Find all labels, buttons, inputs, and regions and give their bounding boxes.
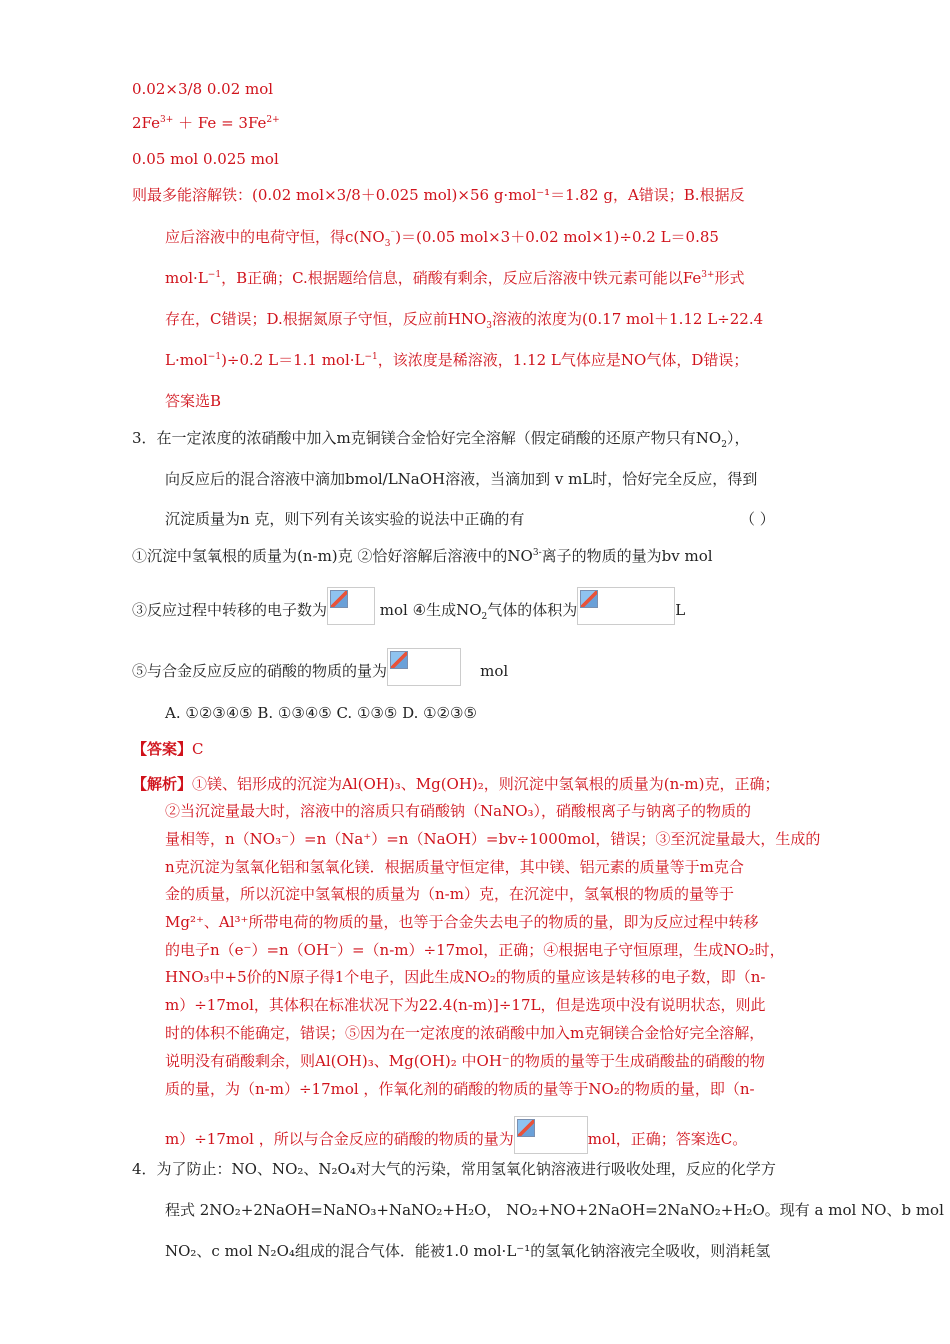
explanation-line-3: $mol\cdot L^{-1}$，B正确；C.根据题给信息，硝酸有剩余，反应后溶液中铁元素可能以$Fe^{3+}$形式	[165, 269, 745, 287]
analysis-line-10: 时的体积不能确定，错误；⑤因为在一定浓度的浓硝酸中加入m克铜镁合金恰好完全溶解，	[165, 1024, 765, 1042]
analysis-line-4: n克沉淀为氢氧化铝和氢氧化镁．根据质量守恒定律，其中镁、铝元素的质量等于m克合	[165, 858, 744, 876]
q3-stem-2: 向反应后的混合溶液中滴加bmol/LNaOH溶液，当滴加到 v mL时，恰好完全反应，得到	[165, 470, 758, 488]
q4-stem-2: 程式 2NO₂+2NaOH=NaNO₃+NaNO₂+H₂O， NO₂+NO+2NaOH=2NaNO₂+H₂O。现有 a mol NO、b mol	[165, 1201, 944, 1219]
analysis-line-5: 金的质量，所以沉淀中氢氧根的质量为（n-m）克，在沉淀中，氢氧根的物质的量等于	[165, 885, 734, 903]
analysis-line-7: 的电子n（e⁻）=n（OH⁻）=（n-m）÷17mol，正确；④根据电子守恒原理，生成NO₂时，	[165, 941, 785, 959]
q3-option-5: ⑤与合金反应反应的硝酸的物质的量为 mol	[132, 648, 508, 686]
analysis-line-11: 说明没有硝酸剩余，则Al(OH)₃、Mg(OH)₂ 中OH⁻的物质的量等于生成硝酸盐的硝酸的物	[165, 1052, 765, 1070]
answer-line: 答案选B	[165, 392, 222, 410]
analysis-line-1: 【解析】①镁、铝形成的沉淀为Al(OH)₃、Mg(OH)₂，则沉淀中氢氧根的质量为(n-m)克，正确；	[132, 775, 780, 793]
broken-image-icon	[580, 590, 598, 608]
formula-image	[577, 587, 675, 625]
q3-option-3-4: ③反应过程中转移的电子数为 mol ④生成$NO_2$气体的体积为 L	[132, 587, 685, 625]
answer-parentheses: （ ）	[740, 510, 775, 528]
analysis-line-12: 质的量，为（n-m）÷17mol ，作氧化剂的硝酸的物质的量等于NO₂的物质的量，即（n-	[165, 1080, 755, 1098]
calc-line-3: 0.05 mol 0.025 mol	[132, 150, 279, 168]
explanation-line-1: 则最多能溶解铁：(0.02 mol×3/8＋0.025 mol)×56 g·mol⁻¹＝1.82 g，A错误；B.根据反	[132, 186, 745, 204]
q3-option-1-2: ①沉淀中氢氧根的质量为(n-m)克 ②恰好溶解后溶液中的$NO^{3-}$离子的物质的量为bv mol	[132, 547, 713, 565]
broken-image-icon	[517, 1119, 535, 1137]
calc-line-1: 0.02×3/8 0.02 mol	[132, 80, 274, 98]
analysis-line-3: 量相等，n（NO₃⁻）=n（Na⁺）=n（NaOH）=bv÷1000mol，错误；③至沉淀量最大，生成的	[165, 830, 821, 848]
q4-stem-1: 4．为了防止：NO、NO₂、N₂O₄对大气的污染，常用氢氧化钠溶液进行吸收处理，反应的化学方	[132, 1160, 776, 1178]
q4-stem-3: NO₂、c mol N₂O₄组成的混合气体．能被1.0 mol·L⁻¹的氢氧化钠溶液完全吸收，则消耗氢	[165, 1242, 771, 1260]
explanation-line-4: 存在，C错误；D.根据氮原子守恒，反应前$HNO_3$溶液的浓度为(0.17 mol＋1.12 L÷22.4	[165, 310, 764, 331]
broken-image-icon	[330, 590, 348, 608]
formula-image	[327, 587, 375, 625]
analysis-line-8: HNO₃中+5价的N原子得1个电子，因此生成NO₂的物质的量应该是转移的电子数，即（n-	[165, 968, 766, 986]
q3-stem-1: 3．在一定浓度的浓硝酸中加入m克铜镁合金恰好完全溶解（假定硝酸的还原产物只有$NO_2$），	[132, 429, 750, 450]
answer: 【答案】C	[132, 740, 204, 758]
broken-image-icon	[390, 651, 408, 669]
analysis-line-13: m）÷17mol ，所以与合金反应的硝酸的物质的量为 mol，正确；答案选C。	[165, 1116, 747, 1154]
formula-image	[514, 1116, 588, 1154]
analysis-line-9: m）÷17mol，其体积在标准状况下为22.4(n-m)]÷17L，但是选项中没有说明状态，则此	[165, 996, 766, 1014]
explanation-line-5: L·mol$^{-1}$)÷0.2 L＝1.1 $mol\cdot L^{-1}$，该浓度是稀溶液，1.12 L气体应是NO气体，D错误；	[165, 351, 749, 369]
q3-choices: A. ①②③④⑤ B. ①③④⑤ C. ①③⑤ D. ①②③⑤	[165, 704, 477, 722]
formula-image	[387, 648, 461, 686]
analysis-line-2: ②当沉淀量最大时，溶液中的溶质只有硝酸钠（NaNO₃），硝酸根离子与钠离子的物质的	[165, 802, 752, 820]
equation-line: $2Fe^{3+} + Fe = 3Fe^{2+}$	[132, 114, 280, 132]
analysis-line-6: Mg²⁺、Al³⁺所带电荷的物质的量，也等于合金失去电子的物质的量，即为反应过程中转移	[165, 913, 759, 931]
explanation-line-2: 应后溶液中的电荷守恒，得$c(NO_3^{^-})=(0.05$ mol×3＋0.02 mol×1)÷0.2 L＝0.85	[165, 228, 719, 249]
q3-stem-3: 沉淀质量为n 克，则下列有关该实验的说法中正确的有	[165, 510, 525, 528]
